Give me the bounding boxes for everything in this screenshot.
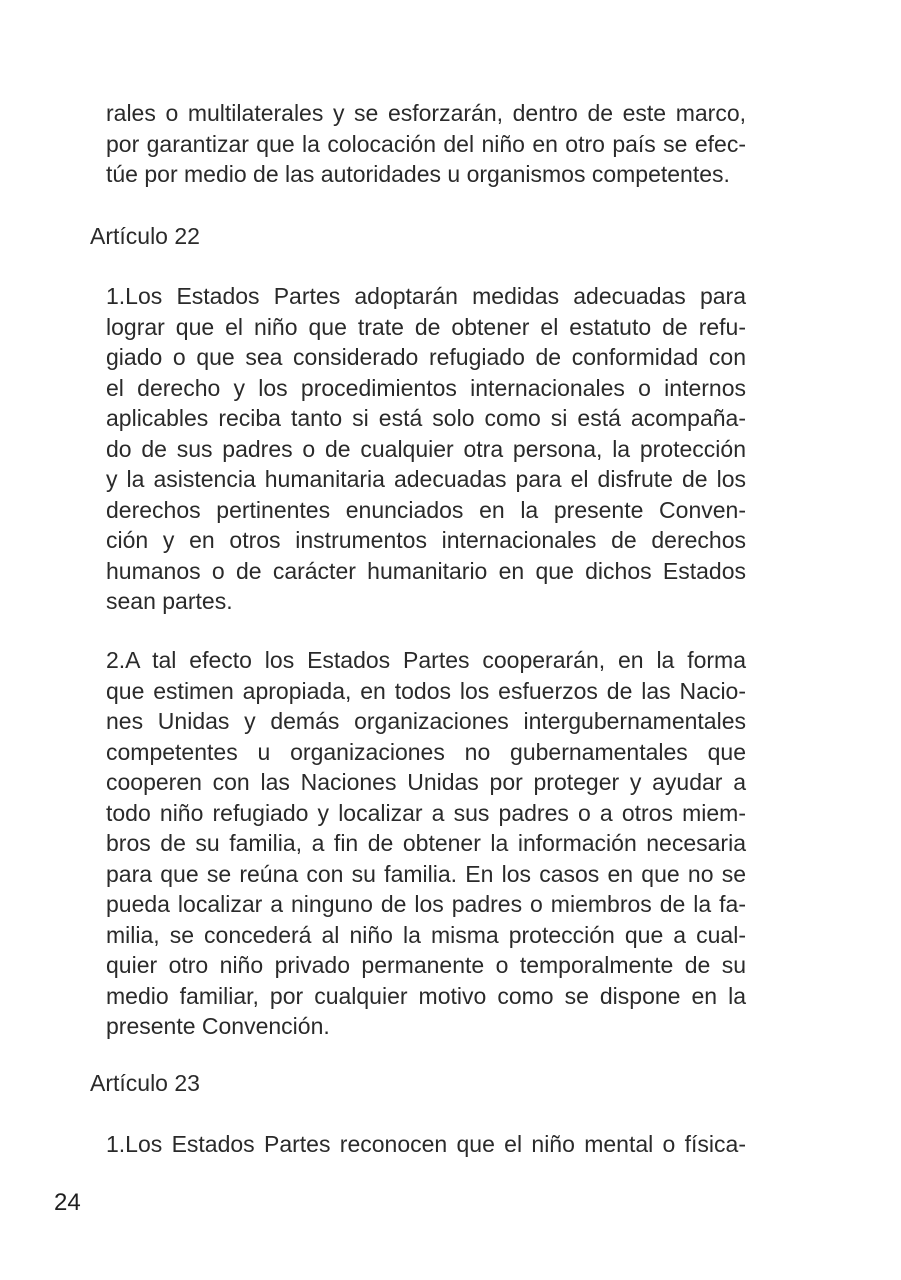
article-23-paragraph-1 xyxy=(106,1129,746,1160)
text-line: túe por medio de las autoridades u organismos competentes. xyxy=(106,161,730,187)
page-number: 24 xyxy=(54,1189,81,1216)
text-line: todo niño refugiado y localizar a sus padres o a otros miem- xyxy=(106,799,746,826)
intro-paragraph xyxy=(106,98,746,190)
article-22-paragraph-1 xyxy=(106,281,746,617)
text-line: por garantizar que la colocación del niño en otro país se efec- xyxy=(106,130,746,157)
text-line: humanos o de carácter humanitario en que dichos Estados xyxy=(106,557,746,584)
text-line: rales o multilaterales y se esforzarán, dentro de este marco, xyxy=(106,100,746,126)
text-line: medio familiar, por cualquier motivo como se dispone en la xyxy=(106,982,746,1009)
text-line: para que se reúna con su familia. En los casos en que no se xyxy=(106,860,746,887)
text-line: cooperen con las Naciones Unidas por proteger y ayudar a xyxy=(106,769,746,795)
text-line: y la asistencia humanitaria adecuadas para el disfrute de los xyxy=(106,466,746,492)
text-line: el derecho y los procedimientos internacionales o internos xyxy=(106,374,746,401)
article-22-heading: Artículo 22 xyxy=(90,223,200,249)
text-line: 1.Los Estados Partes reconocen que el niño mental o física- xyxy=(106,1131,746,1157)
text-line: ción y en otros instrumentos internacionales de derechos xyxy=(106,527,746,553)
text-line: aplicables reciba tanto si está solo como si está acompaña- xyxy=(106,405,746,431)
text-line: 2.A tal efecto los Estados Partes cooperarán, en la forma xyxy=(106,647,746,673)
text-line: giado o que sea considerado refugiado de conformidad con xyxy=(106,344,746,370)
text-line: do de sus padres o de cualquier otra persona, la protección xyxy=(106,435,746,462)
text-line: competentes u organizaciones no gubernamentales que xyxy=(106,738,746,765)
text-line: sean partes. xyxy=(106,588,233,614)
text-line: 1.Los Estados Partes adoptarán medidas adecuadas para xyxy=(106,283,746,309)
text-line: presente Convención. xyxy=(106,1013,330,1039)
article-22-paragraph-2 xyxy=(106,645,746,1042)
text-line: derechos pertinentes enunciados en la presente Conven- xyxy=(106,496,746,523)
text-line: quier otro niño privado permanente o temporalmente de su xyxy=(106,952,746,978)
text-line: milia, se concederá al niño la misma protección que a cual- xyxy=(106,921,746,948)
text-line: bros de su familia, a fin de obtener la información necesaria xyxy=(106,830,746,856)
text-line: lograr que el niño que trate de obtener el estatuto de refu- xyxy=(106,313,746,340)
text-line: que estimen apropiada, en todos los esfuerzos de las Nacio- xyxy=(106,677,746,704)
article-23-heading: Artículo 23 xyxy=(90,1070,200,1096)
text-line: nes Unidas y demás organizaciones intergubernamentales xyxy=(106,708,746,734)
text-line: pueda localizar a ninguno de los padres o miembros de la fa- xyxy=(106,891,746,917)
